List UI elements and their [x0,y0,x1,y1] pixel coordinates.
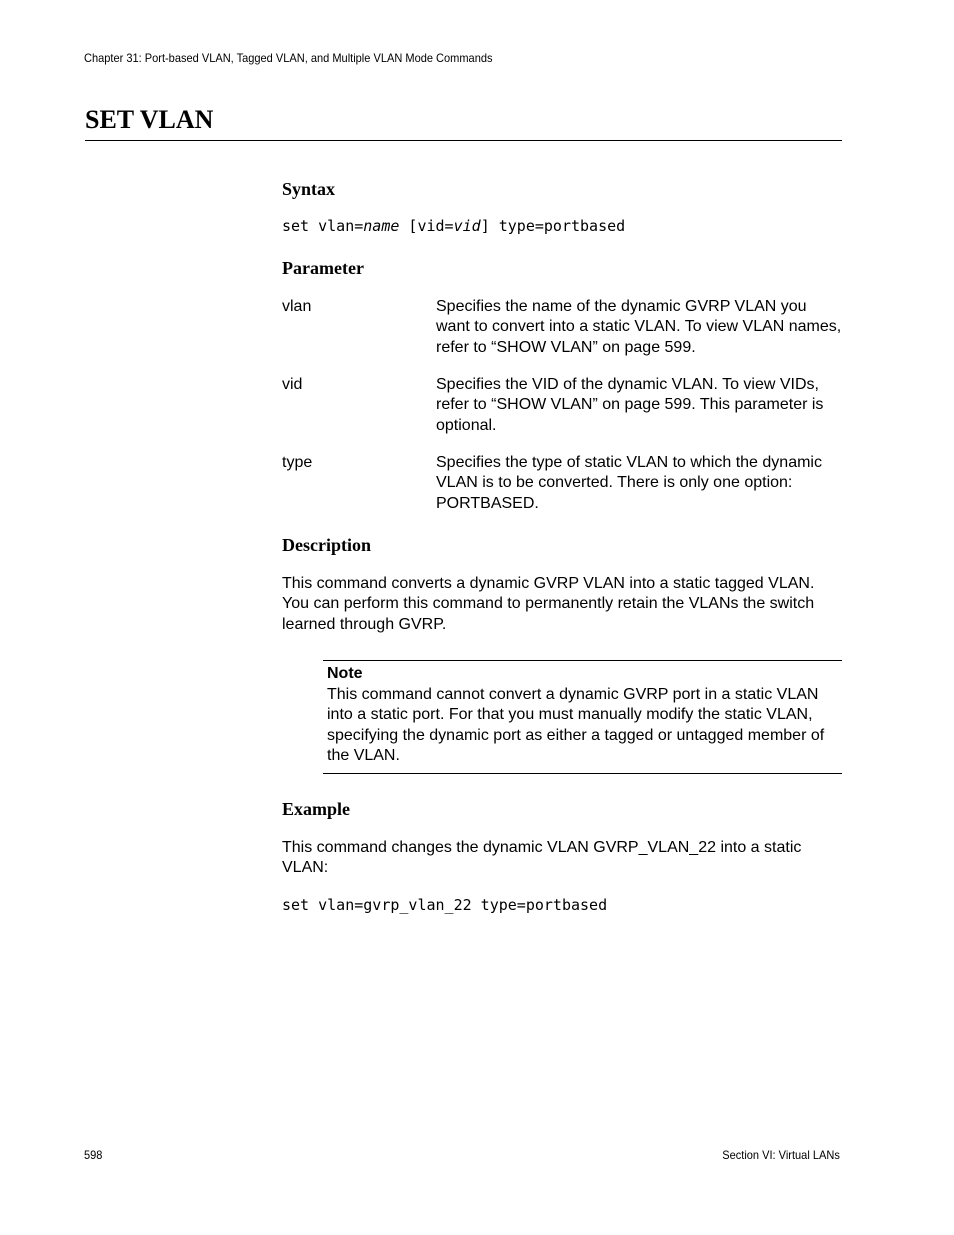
example-code: set vlan=gvrp_vlan_22 type=portbased [282,896,608,914]
syntax-prefix: set vlan= [282,217,364,235]
param-name-vid: vid [282,376,303,393]
running-header: Chapter 31: Port-based VLAN, Tagged VLAN, and Multiple VLAN Mode Commands [84,51,493,65]
syntax-command [282,217,625,235]
syntax-vid-variable: vid [453,217,481,235]
page-number: 598 [84,1148,103,1162]
example-heading: Example [282,799,351,819]
note-text: This command cannot convert a dynamic GVRP port in a static VLAN into a static port. For that you must manually modify the static VLAN, specifying the dynamic port as either a tagged or untagged member of the VLAN. [327,686,825,764]
syntax-vid-open: [vid= [399,217,454,235]
description-heading: Description [282,535,371,555]
syntax-suffix: ] type=portbased [480,217,626,235]
syntax-heading: Syntax [282,179,336,199]
parameter-heading: Parameter [282,258,364,278]
syntax-name-variable: name [363,217,400,235]
param-desc-type: Specifies the type of static VLAN to which the dynamic VLAN is to be converted. There is only one option: PORTBASED. [436,454,822,512]
param-name-vlan: vlan [282,298,312,315]
page-title: SET VLAN [85,105,214,134]
title-rule [85,140,842,141]
footer-section: Section VI: Virtual LANs [722,1148,840,1162]
param-desc-vid: Specifies the VID of the dynamic VLAN. To view VIDs, refer to “SHOW VLAN” on page 599. This parameter is optional. [436,376,824,434]
note-box [323,660,842,774]
note-label: Note [327,665,363,682]
param-desc-vlan: Specifies the name of the dynamic GVRP VLAN you want to convert into a static VLAN. To view VLAN names, refer to “SHOW VLAN” on page 599. [436,298,842,356]
description-text: This command converts a dynamic GVRP VLAN into a static tagged VLAN. You can perform this command to permanently retain the VLANs the switch learned through GVRP. [282,575,815,633]
example-text: This command changes the dynamic VLAN GVRP_VLAN_22 into a static VLAN: [282,839,802,877]
param-name-type: type [282,454,313,471]
